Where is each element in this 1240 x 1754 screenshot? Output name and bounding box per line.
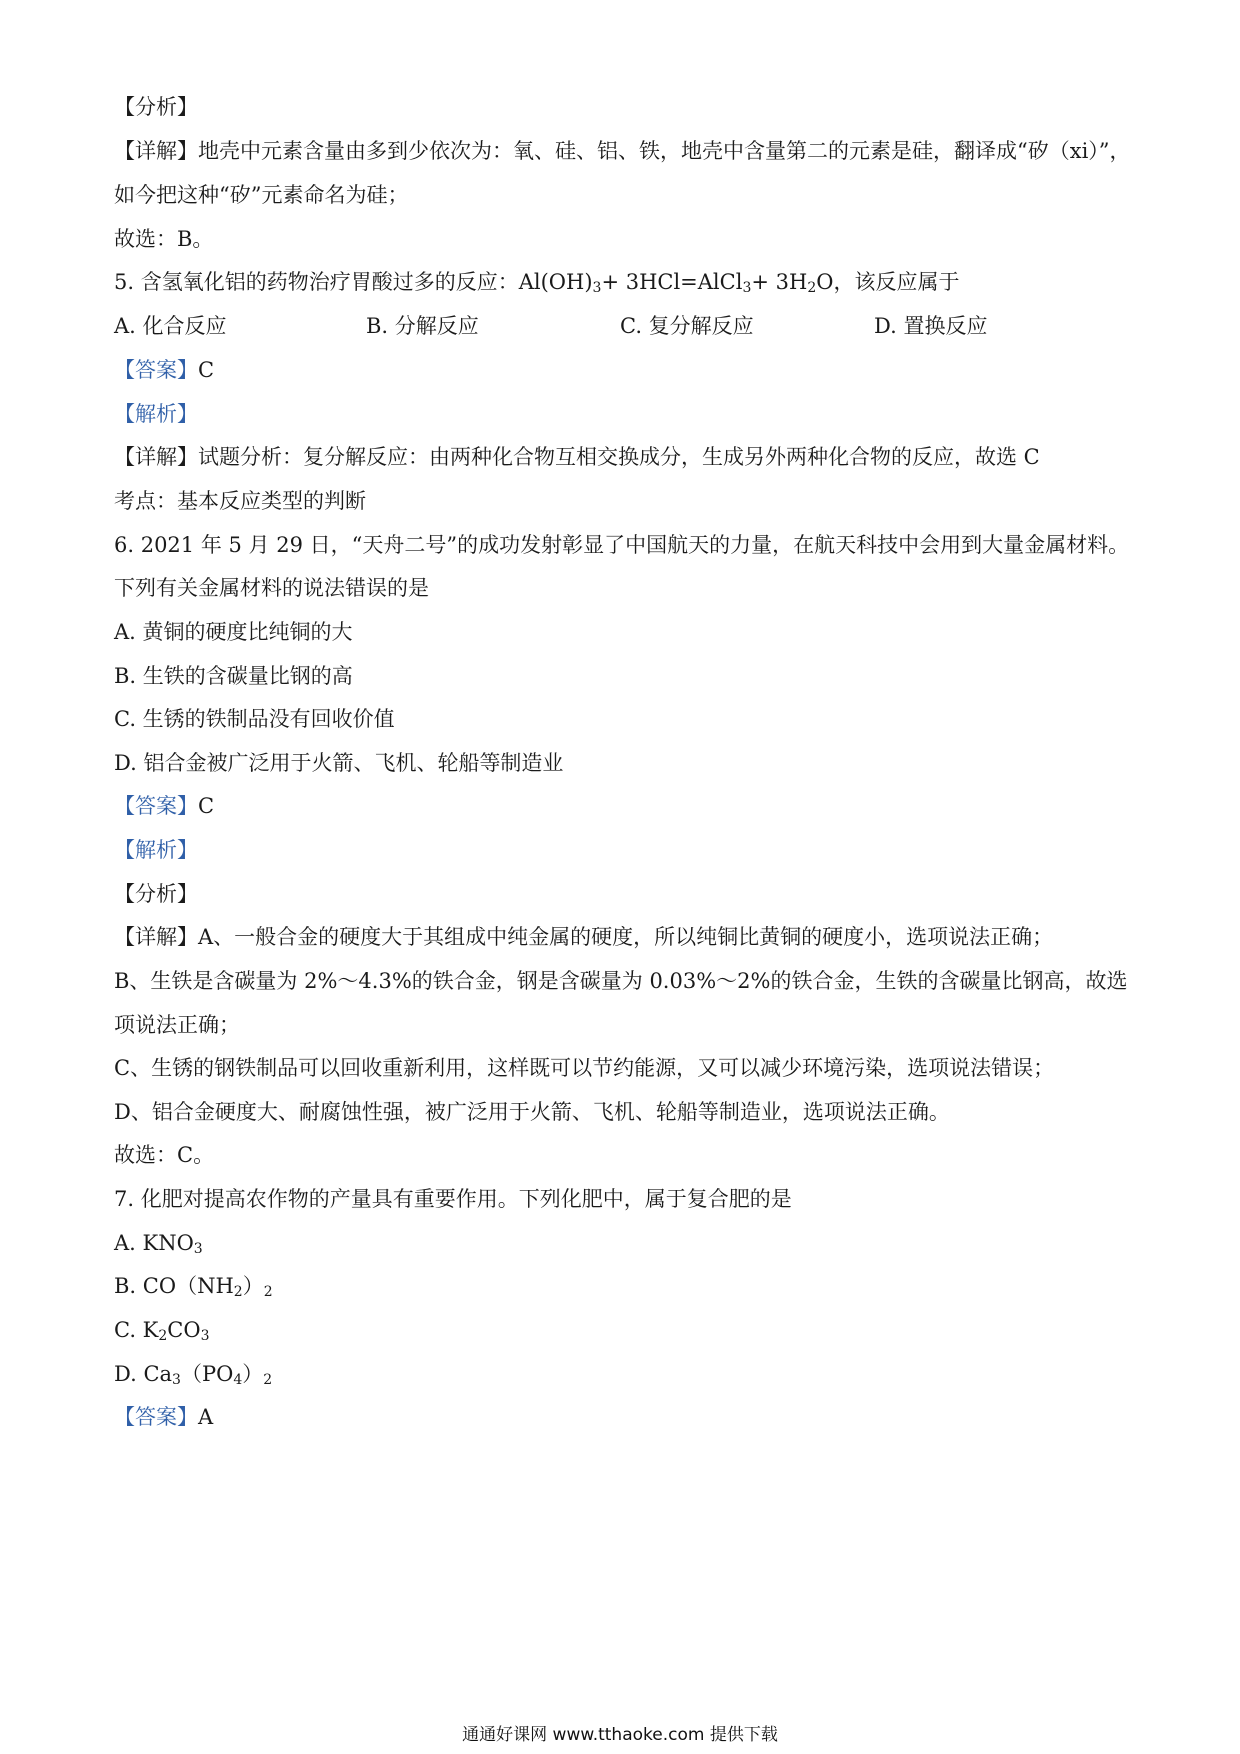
q5-sub-1: 3 [592, 280, 602, 296]
q7-a-sub: 3 [193, 1241, 203, 1257]
q5-text-mid1: + 3HCl=AlCl [601, 270, 743, 294]
q7-d-mid-2: ） [242, 1362, 264, 1386]
answer-label: 【答案】 [114, 1405, 198, 1429]
q7-b-sub-1: 2 [233, 1284, 243, 1300]
q7-d-sub-3: 2 [263, 1372, 273, 1388]
q5-text-post: O，该反应属于 [816, 270, 960, 294]
q7-d-mid: （PO [180, 1362, 234, 1386]
answer-value: A [198, 1405, 214, 1429]
q7-c-sub-2: 3 [200, 1328, 210, 1344]
q7-b-text: B. CO（NH [114, 1274, 234, 1298]
q7-b-sub-2: 2 [263, 1284, 273, 1300]
q5-text-mid2: + 3H [751, 270, 808, 294]
detail-paragraph-q4-line1: 【详解】地壳中元素含量由多到少依次为：氧、硅、铝、铁，地壳中含量第二的元素是硅，翻译成“矽（xi）”， [114, 139, 1131, 163]
analysis-heading-q6: 【分析】 [114, 882, 198, 906]
q6-choice: 故选：C。 [114, 1143, 215, 1167]
answer-label: 【答案】 [114, 358, 198, 382]
q7-option-d [114, 1359, 272, 1389]
question-6-line2: 下列有关金属材料的说法错误的是 [114, 576, 429, 600]
q7-d-sub-1: 3 [172, 1372, 181, 1388]
detail-q5: 【详解】试题分析：复分解反应：由两种化合物互相交换成分，生成另外两种化合物的反应，故选 C [114, 445, 1040, 469]
question-7: 7. 化肥对提高农作物的产量具有重要作用。下列化肥中，属于复合肥的是 [114, 1187, 792, 1211]
detail-q6-line1: 【详解】A、一般合金的硬度大于其组成中纯金属的硬度，所以纯铜比黄铜的硬度小，选项说法正确； [114, 925, 1054, 949]
q5-sub-2: 3 [742, 280, 752, 296]
detail-paragraph-q4-line2: 如今把这种“矽”元素命名为硅； [114, 183, 409, 207]
q7-d-sub-2: 4 [233, 1372, 243, 1388]
q5-option-b: B. 分解反应 [366, 314, 479, 338]
detail-q6-line2: B、生铁是含碳量为 2%～4.3%的铁合金，钢是含碳量为 0.03%～2%的铁合金，生铁的含碳量比钢高，故选 [114, 969, 1128, 993]
answer-q6 [114, 791, 214, 821]
answer-label: 【答案】 [114, 794, 198, 818]
answer-q7 [114, 1402, 213, 1432]
explanation-heading-q5: 【解析】 [114, 402, 198, 426]
q7-a-text: A. KNO [114, 1231, 194, 1255]
answer-value: C [198, 794, 215, 818]
page-footer: 通通好课网 www.tthaoke.com 提供下载 [462, 1725, 778, 1745]
q5-sub-3: 2 [807, 280, 817, 296]
q7-option-b [114, 1271, 273, 1301]
q7-c-text: C. K [114, 1318, 159, 1342]
detail-q6-line5: D、铝合金硬度大、耐腐蚀性强，被广泛用于火箭、飞机、轮船等制造业，选项说法正确。 [114, 1100, 950, 1124]
question-6-line1: 6. 2021 年 5 月 29 日，“天舟二号”的成功发射彰显了中国航天的力量，在航天科技中会用到大量金属材料。 [114, 533, 1130, 557]
q5-option-a: A. 化合反应 [114, 314, 227, 338]
q6-option-c: C. 生锈的铁制品没有回收价值 [114, 707, 395, 731]
answer-value: C [198, 358, 215, 382]
q5-option-d: D. 置换反应 [874, 314, 988, 338]
q6-option-b: B. 生铁的含碳量比钢的高 [114, 664, 353, 688]
explanation-heading-q6: 【解析】 [114, 838, 198, 862]
q5-text-pre: 5. 含氢氧化铝的药物治疗胃酸过多的反应：Al(OH) [114, 270, 593, 294]
q7-d-text: D. Ca [114, 1362, 173, 1386]
detail-q6-line3: 项说法正确； [114, 1013, 240, 1037]
knowledge-point-q5: 考点：基本反应类型的判断 [114, 489, 366, 513]
answer-q5 [114, 355, 214, 385]
q7-b-mid: ） [242, 1274, 264, 1298]
q7-c-mid: CO [167, 1318, 201, 1342]
q7-option-a [114, 1228, 203, 1258]
q6-option-a: A. 黄铜的硬度比纯铜的大 [114, 620, 353, 644]
analysis-heading: 【分析】 [114, 95, 198, 119]
q7-option-c [114, 1315, 210, 1345]
question-5 [114, 267, 959, 297]
q7-c-sub-1: 2 [158, 1328, 168, 1344]
q6-option-d: D. 铝合金被广泛用于火箭、飞机、轮船等制造业 [114, 751, 564, 775]
detail-q6-line4: C、生锈的钢铁制品可以回收重新利用，这样既可以节约能源，又可以减少环境污染，选项说法错误； [114, 1056, 1055, 1080]
q4-choice: 故选：B。 [114, 227, 214, 251]
q5-option-c: C. 复分解反应 [620, 314, 754, 338]
